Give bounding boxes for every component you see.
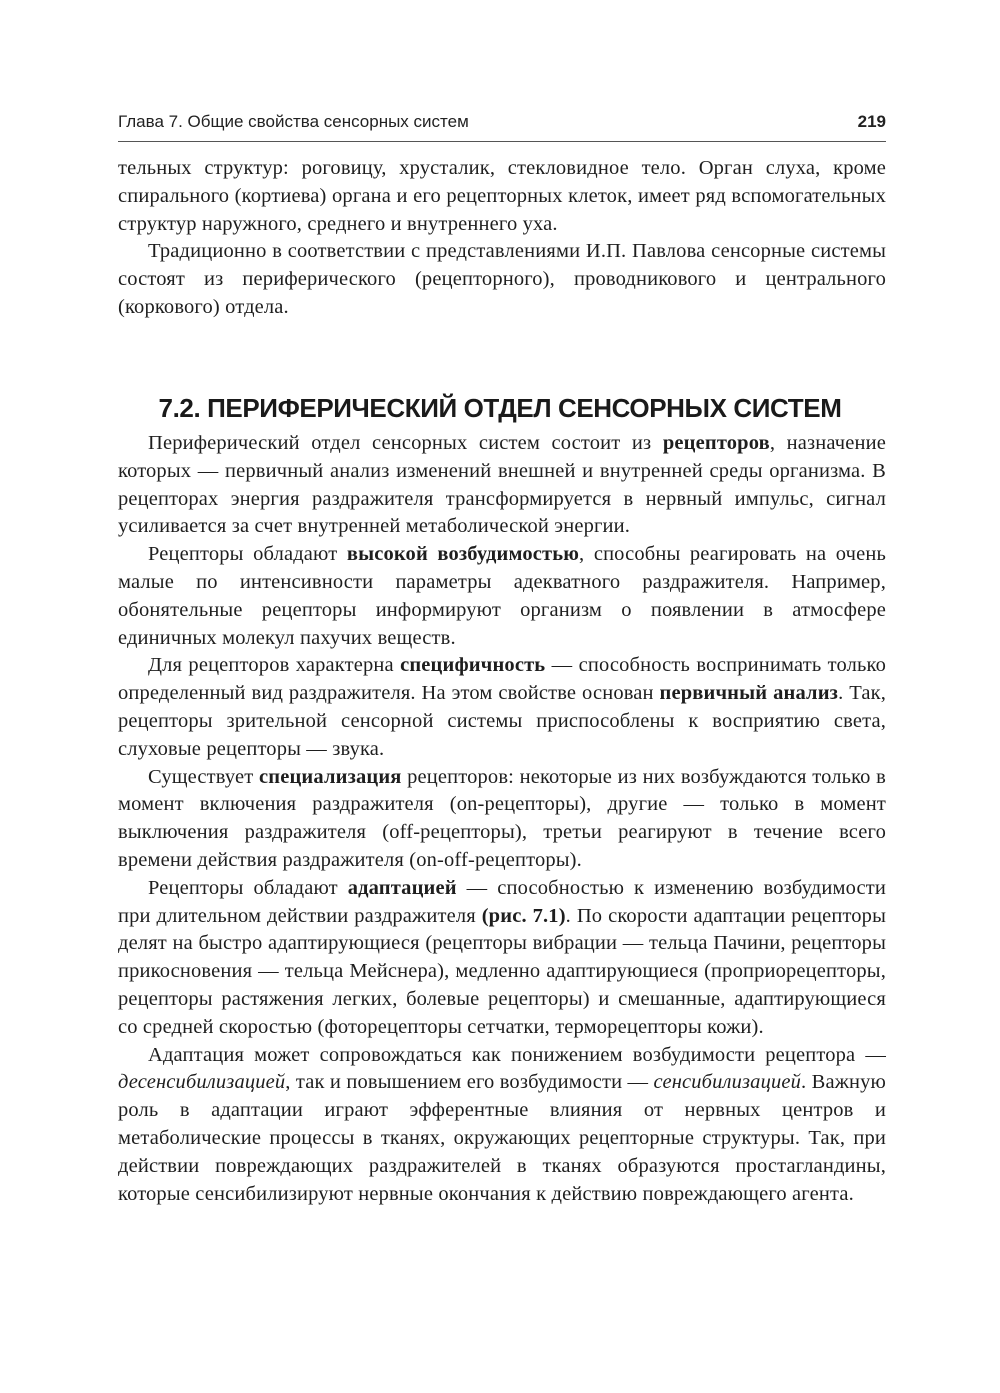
running-header (118, 110, 886, 134)
text-run: Адаптация может сопровождаться как понижением возбудимости рецептора — (148, 1043, 886, 1066)
paragraph: Традиционно в соответствии с представлениями И.П. Павлова сенсорные системы состоят из периферического (рецепторного), проводникового и центрального (коркового) отдела. (118, 240, 886, 318)
text-run: Рецепторы обладают (148, 543, 347, 566)
text-run: . По скорости адаптации рецепторы делят на быстро адаптирующиеся (рецепторы вибрации — тельца Пачини, рецепторы прикосновения — тельца Мейснера), медленно адаптирующиеся (проприорецепторы, рецепторы растяжения легких, болевые рецепторы) и смешанные, адаптирующиеся со средней скоростью (фоторецепторы сетчатки, терморецепторы кожи). (118, 904, 886, 1038)
text-run: , так и повышением его возбудимости — (285, 1071, 654, 1094)
term-bold: адаптацией (347, 876, 457, 899)
text-run: Для рецепторов характерна (148, 654, 401, 677)
text-run: . Так, рецепторы зрительной сенсорной системы приспособлены к восприятию света, слуховые рецепторы — звука. (118, 682, 886, 760)
term-bold: первичный анализ (659, 682, 839, 705)
paragraph (118, 875, 886, 1042)
term-italic: сенсибилизацией (653, 1071, 802, 1094)
term-italic: десенсибилизацией (118, 1071, 286, 1094)
text-run: — способность воспринимать только определенный вид раздражителя. На этом свойстве основан (118, 654, 886, 705)
term-bold: рецепторов (662, 432, 770, 454)
text-run: рецепторов: некоторые из них возбуждаются только в момент включения раздражителя (on-рецепторы), другие — только в момент выключения раздражителя (off-рецепторы), третьи реагируют в течение всего времени действия раздражителя (on-off-рецепторы). (118, 765, 886, 871)
chapter-title: Глава 7. Общие свойства сенсорных систем (118, 112, 469, 131)
paragraph (118, 541, 886, 652)
text-run: , назначение которых — первичный анализ изменений внешней и внутренней среды организма. В рецепторах энергия раздражителя трансформируется в нервный импульс, сигнал усиливается за счет внутренней метаболической энергии. (118, 432, 887, 538)
paragraph: тельных структур: роговицу, хрусталик, стекловидное тело. Орган слуха, кроме спирального (кортиева) органа и его рецепторных клеток, имеет ряд вспомогательных структур наружного, среднего и внутреннего уха. (118, 157, 886, 235)
section-heading: 7.2. ПЕРИФЕРИЧЕСКИЙ ОТДЕЛ СЕНСОРНЫХ СИСТЕМ (158, 392, 842, 423)
page-number: 219 (857, 112, 886, 131)
paragraph (118, 430, 886, 541)
text-run: . Важную роль в адаптации играют эфферентные влияния от нервных центров и метаболические процессы в тканях, окружающих рецепторные структуры. Так, при действии повреждающих раздражителей в тканях образуются простагландины, которые сенсибилизируют нервные окончания к действию повреждающего агента. (118, 1071, 886, 1205)
paragraph (118, 652, 886, 763)
text-run: Рецепторы обладают (148, 876, 348, 899)
header-rule (118, 141, 886, 142)
term-bold: специфичность (400, 654, 546, 677)
text-run: Периферический отдел сенсорных систем состоит из (148, 432, 663, 454)
figure-reference: (рис. 7.1) (481, 904, 566, 927)
term-bold: специализация (259, 765, 402, 788)
paragraph (118, 1042, 886, 1209)
text-run: Существует (148, 765, 259, 788)
text-run: , способны реагировать на очень малые по интенсивности параметры адекватного раздражителя. Например, обонятельные рецепторы информируют организм о появлении в атмосфере единичных молекул пахучих веществ. (118, 543, 886, 649)
term-bold: высокой возбудимостью (346, 543, 580, 566)
text-run: — способностью к изменению возбудимости при длительном действии раздражителя (118, 876, 886, 927)
paragraph (118, 764, 886, 875)
section-text (118, 430, 886, 1208)
intro-text (118, 155, 886, 322)
